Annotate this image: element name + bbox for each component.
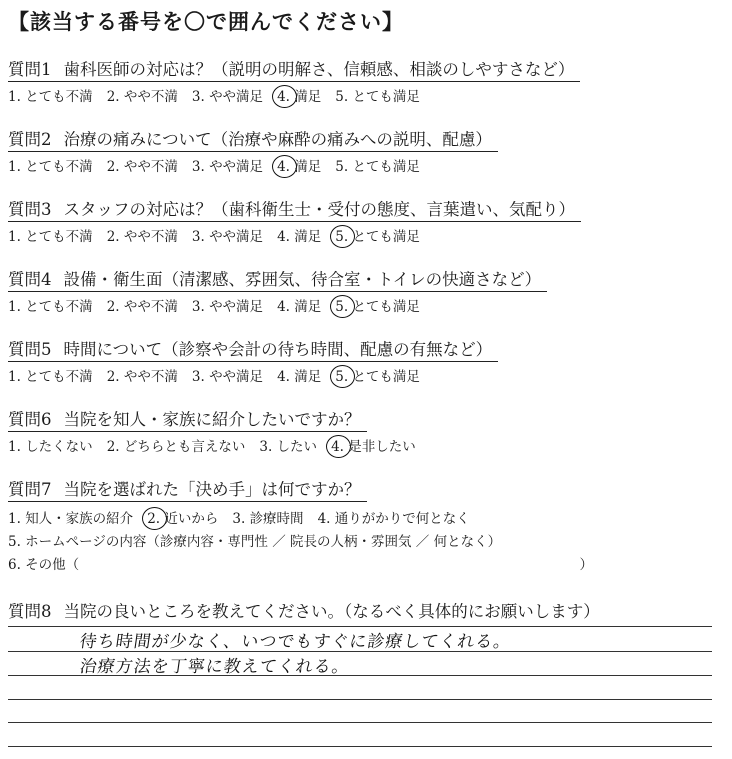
option-4[interactable] — [277, 89, 321, 105]
option-2[interactable] — [107, 439, 246, 455]
option-number: 1. — [8, 299, 21, 315]
option-label: 満足 — [294, 159, 322, 175]
option-label: やや満足 — [209, 159, 264, 175]
question-text: 治療の痛みについて（治療や麻酔の痛みへの説明、配慮） — [63, 130, 492, 149]
option-number: 4. — [277, 229, 290, 245]
option-3[interactable] — [192, 89, 263, 105]
option-number: 2. — [106, 439, 120, 455]
question-text: 時間について（診察や会計の待ち時間、配慮の有無など） — [63, 340, 493, 359]
option-label: 満足 — [294, 299, 322, 315]
option-label: とても満足 — [352, 89, 420, 105]
option-number: 2. — [106, 229, 120, 245]
option-label: 近いから — [164, 511, 219, 527]
option-2[interactable] — [147, 511, 218, 527]
option-number: 3. — [232, 511, 246, 527]
option-number: 5. — [335, 159, 349, 175]
option-label: とても満足 — [352, 369, 420, 385]
option-1[interactable] — [8, 511, 133, 527]
option-4[interactable] — [318, 511, 470, 527]
option-4[interactable] — [277, 369, 321, 385]
question-text: 歯科医師の対応は？（説明の明解さ、信頼感、相談のしやすさなど） — [63, 60, 575, 79]
option-number: 1. — [8, 89, 21, 105]
option-number: 5. — [335, 89, 349, 105]
option-label: やや満足 — [209, 89, 264, 105]
option-number: 4. — [317, 511, 331, 527]
option-5[interactable] — [335, 299, 420, 315]
option-number: 4. — [277, 299, 290, 315]
option-label: やや不満 — [123, 369, 178, 385]
option-label: 知人・家族の紹介 — [25, 511, 134, 527]
option-2[interactable] — [107, 159, 178, 175]
option-label: 満足 — [294, 229, 322, 245]
answer-line[interactable] — [8, 722, 712, 723]
option-label: とても不満 — [25, 89, 93, 105]
option-3[interactable] — [192, 229, 263, 245]
option-number: 3. — [191, 229, 205, 245]
option-2[interactable] — [107, 229, 178, 245]
question-7-heading — [8, 479, 367, 502]
question-2-options — [8, 157, 434, 177]
question-text: 当院を選ばれた「決め手」は何ですか？ — [63, 480, 361, 499]
option-label: 通りがかりで何となく — [334, 511, 470, 527]
circled-option-number: 4. — [277, 89, 290, 105]
circled-option-number: 5. — [335, 299, 349, 315]
circled-option-number: 4. — [331, 439, 344, 455]
option-2[interactable] — [107, 89, 178, 105]
circled-option-number: 4. — [277, 159, 290, 175]
option-1[interactable] — [8, 299, 93, 315]
option-label: 是非したい — [348, 439, 416, 455]
option-6-other[interactable] — [8, 555, 593, 575]
option-3[interactable] — [192, 369, 263, 385]
question-1-heading — [8, 59, 580, 82]
question-text: 当院を知人・家族に紹介したいですか？ — [63, 410, 361, 429]
question-4-options — [8, 297, 434, 317]
option-number: 3. — [191, 299, 205, 315]
question-text: 設備・衛生面（清潔感、雰囲気、待合室・トイレの快適さなど） — [63, 270, 542, 289]
option-4[interactable] — [277, 299, 321, 315]
question-6-options — [8, 437, 430, 457]
question-7-options — [8, 509, 484, 529]
option-5[interactable] — [335, 369, 420, 385]
option-4[interactable] — [331, 439, 416, 455]
option-label: 満足 — [294, 89, 322, 105]
question-6-heading — [8, 409, 367, 432]
option-5-homepage[interactable]: 5. ホームページの内容（診療内容・専門性 ／ 院長の人柄・雰囲気 ／ 何となく） — [8, 534, 502, 550]
option-1[interactable] — [8, 89, 93, 105]
circled-option-number: 5. — [335, 229, 349, 245]
option-1[interactable] — [8, 439, 93, 455]
option-5[interactable] — [335, 159, 420, 175]
question-number: 質問4 — [8, 270, 52, 289]
question-text: スタッフの対応は？（歯科衛生士・受付の態度、言葉遣い、気配り） — [63, 200, 575, 219]
option-label: 満足 — [294, 369, 322, 385]
option-3[interactable] — [192, 159, 263, 175]
option-4[interactable] — [277, 159, 321, 175]
option-label: したい — [276, 439, 318, 455]
option-label: とても不満 — [25, 229, 93, 245]
question-number: 質問7 — [8, 480, 52, 499]
option-number: 3. — [191, 369, 205, 385]
question-number: 質問1 — [8, 60, 52, 79]
question-number: 質問6 — [8, 410, 52, 429]
option-2[interactable] — [107, 369, 178, 385]
page-title: 【該当する番号を〇で囲んでください】 — [8, 9, 404, 34]
question-number: 質問8 — [8, 602, 52, 621]
question-2-heading — [8, 129, 498, 152]
option-5[interactable] — [335, 229, 420, 245]
option-1[interactable] — [8, 369, 93, 385]
option-label: どちらとも言えない — [123, 439, 246, 455]
option-number: 1. — [8, 369, 21, 385]
option-label: やや満足 — [209, 369, 264, 385]
option-number: 3. — [259, 439, 273, 455]
option-label: とても不満 — [25, 299, 93, 315]
option-3[interactable] — [259, 439, 317, 455]
option-3[interactable] — [232, 511, 303, 527]
question-4-heading — [8, 269, 547, 292]
question-number: 質問2 — [8, 130, 52, 149]
option-number: 1. — [8, 511, 21, 527]
option-label: やや不満 — [123, 159, 178, 175]
circled-option-number: 5. — [335, 369, 349, 385]
question-text: 当院の良いところを教えてください。（なるべく具体的にお願いします） — [63, 602, 600, 621]
handwritten-answer-line: 治療方法を丁寧に教えてくれる。 — [78, 657, 352, 677]
option-3[interactable] — [192, 299, 263, 315]
answer-line[interactable] — [8, 746, 712, 747]
circled-option-number: 2. — [147, 511, 161, 527]
option-number: 1. — [8, 229, 21, 245]
answer-line[interactable] — [8, 699, 712, 700]
option-5[interactable] — [335, 89, 420, 105]
question-8-heading — [8, 601, 606, 623]
option-2[interactable] — [107, 299, 178, 315]
option-number: 2. — [106, 369, 120, 385]
question-3-options — [8, 227, 434, 247]
option-number: 4. — [277, 369, 290, 385]
option-number: 1. — [8, 439, 21, 455]
option-1[interactable] — [8, 159, 93, 175]
option-label: やや不満 — [123, 229, 178, 245]
question-number: 質問3 — [8, 200, 52, 219]
option-label: やや満足 — [209, 299, 264, 315]
other-close-paren: ） — [579, 557, 593, 573]
option-1[interactable] — [8, 229, 93, 245]
option-label: とても不満 — [25, 159, 93, 175]
option-number: 2. — [106, 159, 120, 175]
option-label: とても不満 — [25, 369, 93, 385]
question-1-options — [8, 87, 434, 107]
handwritten-answer-line: 待ち時間が少なく、いつでもすぐに診療してくれる。 — [78, 632, 513, 652]
option-number: 3. — [191, 89, 205, 105]
option-number: 2. — [106, 299, 120, 315]
question-5-options — [8, 367, 434, 387]
question-5-heading — [8, 339, 498, 362]
option-number: 3. — [191, 159, 205, 175]
option-label: 診療時間 — [249, 511, 304, 527]
option-label: したくない — [25, 439, 93, 455]
option-label: とても満足 — [352, 229, 420, 245]
other-label: 6. その他（ — [8, 557, 80, 573]
option-number: 1. — [8, 159, 21, 175]
option-number: 2. — [106, 89, 120, 105]
option-label: やや不満 — [123, 299, 178, 315]
option-label: やや満足 — [209, 229, 264, 245]
option-label: とても満足 — [352, 299, 420, 315]
option-4[interactable] — [277, 229, 321, 245]
option-label: とても満足 — [352, 159, 420, 175]
question-number: 質問5 — [8, 340, 52, 359]
question-3-heading — [8, 199, 581, 222]
option-label: やや不満 — [123, 89, 178, 105]
